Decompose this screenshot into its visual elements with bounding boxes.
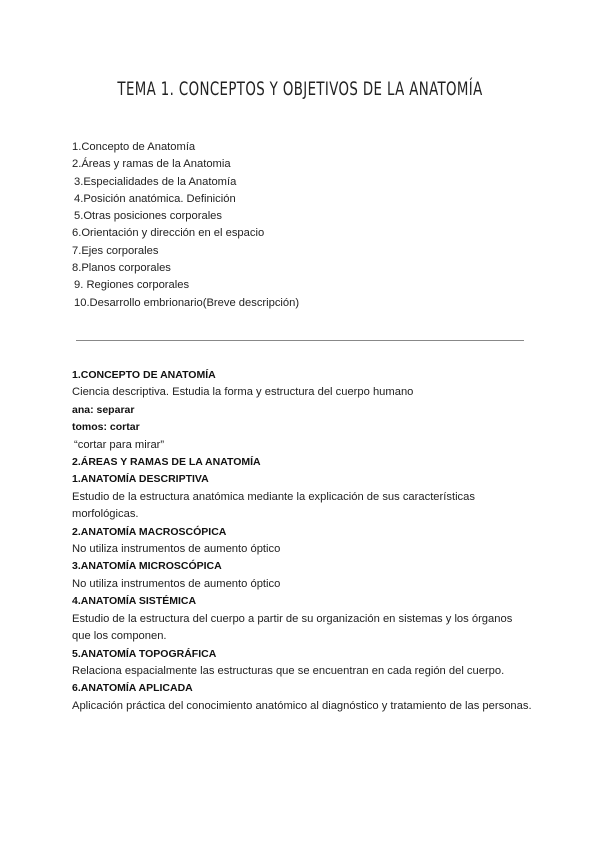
section-heading: 1.CONCEPTO DE ANATOMÍA <box>72 369 216 381</box>
toc-item: 3.Especialidades de la Anatomía <box>74 175 237 188</box>
toc-item: 10.Desarrollo embrionario(Breve descripción) <box>74 296 300 309</box>
content-body <box>72 367 532 715</box>
paragraph: Aplicación práctica del conocimiento anatómico al diagnóstico y tratamiento de las personas. <box>72 699 532 712</box>
subsection-heading: 6.ANATOMÍA APLICADA <box>72 682 193 695</box>
subsection-heading: 5.ANATOMÍA TOPOGRÁFICA <box>72 647 217 660</box>
paragraph: No utiliza instrumentos de aumento óptico <box>72 577 281 590</box>
subsection-heading: 4.ANATOMÍA SISTÉMICA <box>72 595 197 608</box>
paragraph: No utiliza instrumentos de aumento óptico <box>72 543 281 556</box>
toc-item: 1.Concepto de Anatomía <box>72 141 196 153</box>
toc-item: 8.Planos corporales <box>72 262 171 275</box>
toc-item: 2.Áreas y ramas de la Anatomia <box>72 158 231 171</box>
divider <box>76 340 524 341</box>
subsection-heading: 2.ANATOMÍA MACROSCÓPICA <box>72 525 227 538</box>
table-of-contents <box>72 139 299 312</box>
paragraph: Estudio de la estructura anatómica mediante la explicación de sus características morfológicas. <box>72 490 475 521</box>
subsection-heading: 1.ANATOMÍA DESCRIPTIVA <box>72 473 209 486</box>
paragraph: Ciencia descriptiva. Estudia la forma y estructura del cuerpo humano <box>72 386 414 399</box>
etymology-ana: ana: separar <box>72 403 135 416</box>
toc-item: 6.Orientación y dirección en el espacio <box>72 227 265 240</box>
paragraph: Estudio de la estructura del cuerpo a partir de su organización en sistemas y los órganos que los componen. <box>72 612 513 643</box>
toc-item: 9. Regiones corporales <box>74 279 190 292</box>
toc-item: 4.Posición anatómica. Definición <box>74 192 236 205</box>
section-heading: 2.ÁREAS Y RAMAS DE LA ANATOMÍA <box>72 456 261 469</box>
toc-item: 7.Ejes corporales <box>72 244 159 257</box>
paragraph: Relaciona espacialmente las estructuras que se encuentran en cada región del cuerpo. <box>72 664 505 677</box>
quote: “cortar para mirar” <box>74 438 165 451</box>
etymology-tomos: tomos: cortar <box>72 421 140 434</box>
page-title: TEMA 1. CONCEPTOS Y OBJETIVOS DE LA ANATOMÍA <box>117 78 483 100</box>
toc-item: 5.Otras posiciones corporales <box>74 210 222 223</box>
subsection-heading: 3.ANATOMÍA MICROSCÓPICA <box>72 560 222 573</box>
